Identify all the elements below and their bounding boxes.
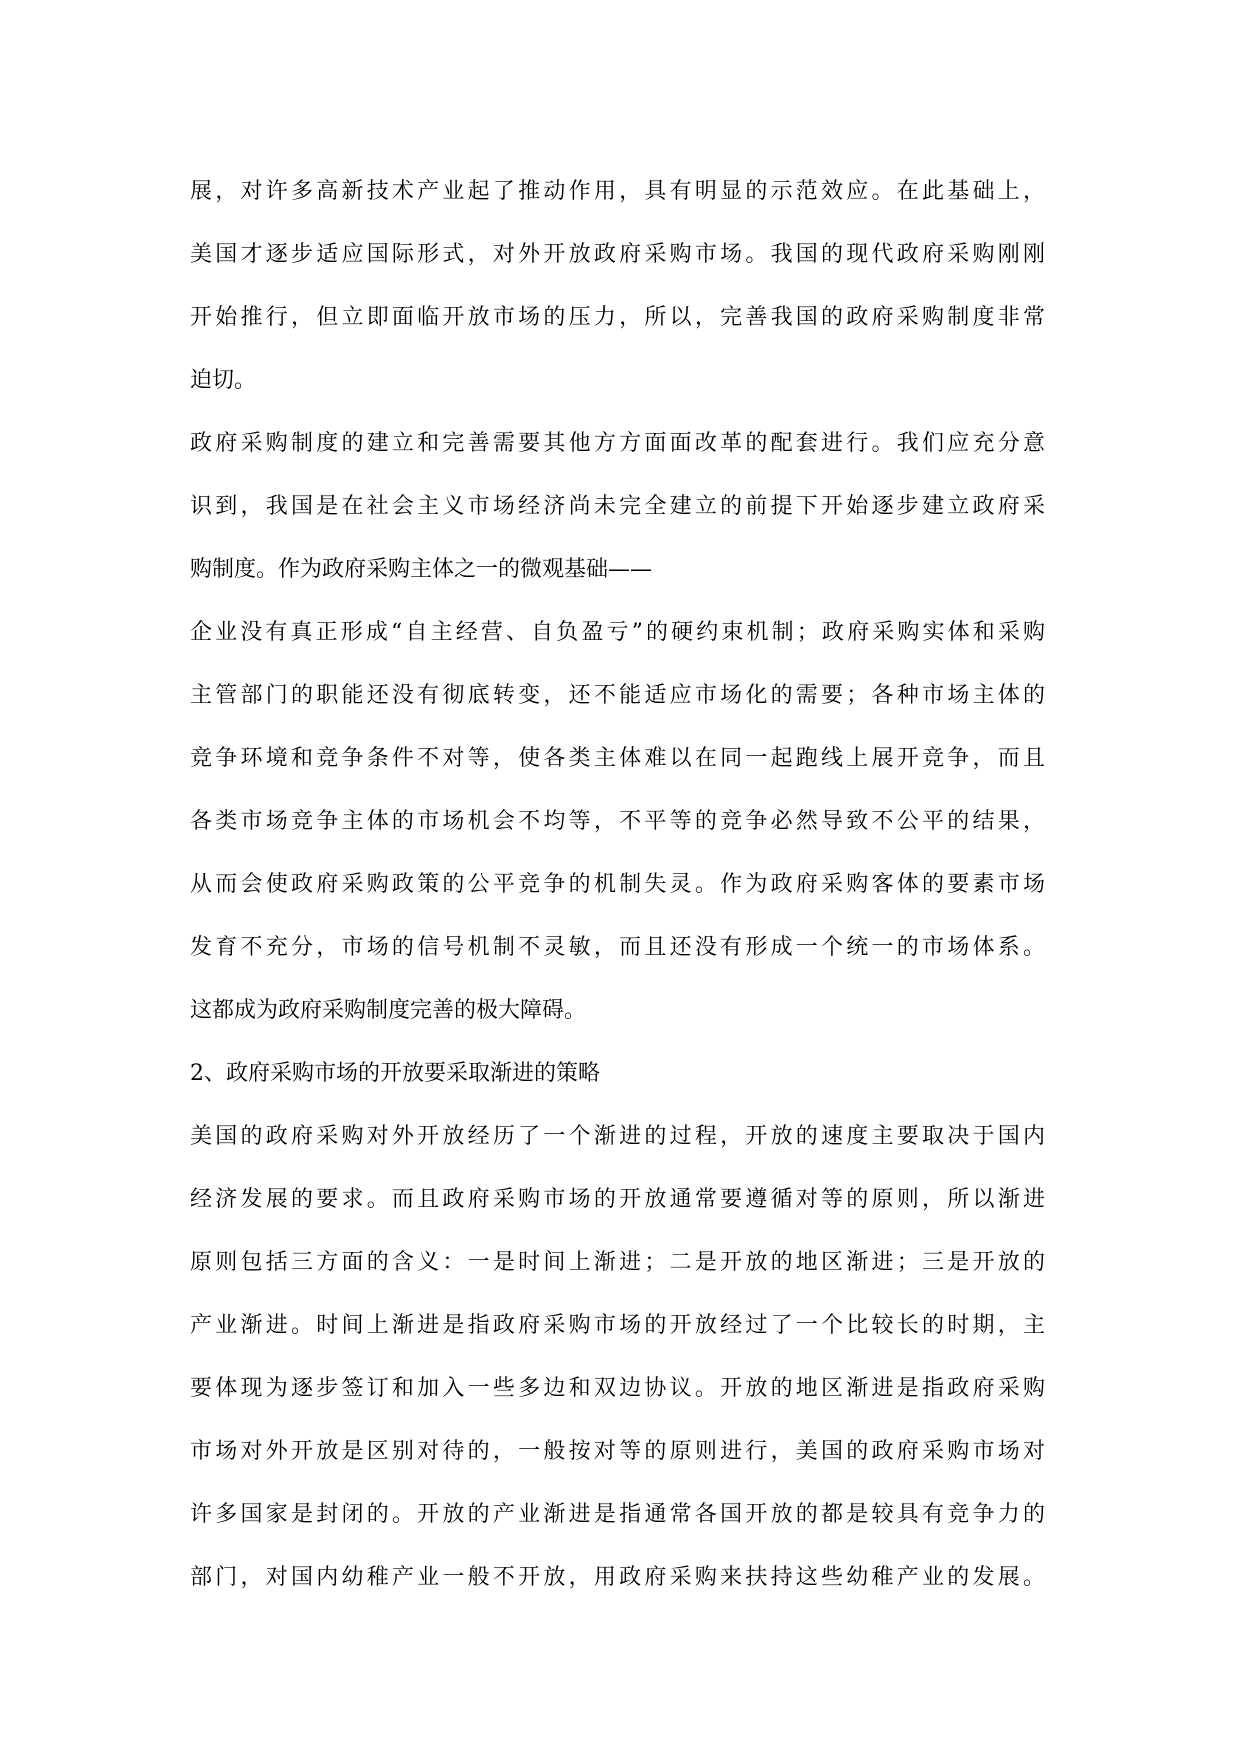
text-line-content: 部门，对国内幼稚产业一般不开放，用政府采购来扶持这些幼稚产业的发展。: [190, 1565, 1045, 1590]
text-line: [190, 1105, 1045, 1168]
text-line-content: 政府采购制度的建立和完善需要其他方方面面改革的配套进行。我们应充分意: [190, 431, 1045, 456]
text-line: [190, 412, 1045, 475]
text-line: [190, 1042, 1045, 1105]
text-line: [190, 664, 1045, 727]
text-line: [190, 286, 1045, 349]
text-line-content: 市场对外开放是区别对待的，一般按对等的原则进行，美国的政府采购市场对: [190, 1439, 1045, 1464]
text-line: [190, 601, 1045, 664]
text-line-content: 许多国家是封闭的。开放的产业渐进是指通常各国开放的都是较具有竞争力的: [190, 1502, 1045, 1527]
text-line-content: 要体现为逐步签订和加入一些多边和双边协议。开放的地区渐进是指政府采购: [190, 1376, 1045, 1401]
text-line: [190, 790, 1045, 853]
text-line-content: 企业没有真正形成“自主经营、自负盈亏”的硬约束机制；政府采购实体和采购: [190, 620, 1045, 645]
text-line-content: 竞争环境和竞争条件不对等，使各类主体难以在同一起跑线上展开竞争，而且: [190, 746, 1045, 771]
text-line-content: 识到，我国是在社会主义市场经济尚未完全建立的前提下开始逐步建立政府采: [190, 494, 1045, 519]
text-line: [190, 349, 1045, 412]
text-line: [190, 853, 1045, 916]
text-line-content: 经济发展的要求。而且政府采购市场的开放通常要遵循对等的原则，所以渐进: [190, 1187, 1045, 1212]
text-line: [190, 475, 1045, 538]
text-line: [190, 979, 1045, 1042]
text-line: [190, 1294, 1045, 1357]
text-line-content: 原则包括三方面的含义：一是时间上渐进；二是开放的地区渐进；三是开放的: [190, 1250, 1045, 1275]
text-line-content: 美国才逐步适应国际形式，对外开放政府采购市场。我国的现代政府采购刚刚: [190, 242, 1045, 267]
text-line-content: 主管部门的职能还没有彻底转变，还不能适应市场化的需要；各种市场主体的: [190, 683, 1045, 708]
document-body: [190, 160, 1045, 1609]
text-line-content: 发育不充分，市场的信号机制不灵敏，而且还没有形成一个统一的市场体系。: [190, 935, 1045, 960]
text-line-content: 开始推行，但立即面临开放市场的压力，所以，完善我国的政府采购制度非常: [190, 305, 1045, 330]
text-line: [190, 1546, 1045, 1609]
text-line: [190, 916, 1045, 979]
text-line-content: 迫切。: [190, 368, 257, 393]
text-line-content: 展，对许多高新技术产业起了推动作用，具有明显的示范效应。在此基础上，: [190, 179, 1045, 204]
text-line: [190, 1357, 1045, 1420]
text-line: [190, 1168, 1045, 1231]
text-line: [190, 538, 1045, 601]
text-line: [190, 1231, 1045, 1294]
text-line-content: 购制度。作为政府采购主体之一的微观基础——: [190, 557, 653, 582]
text-line: [190, 1483, 1045, 1546]
text-line-content: 2、政府采购市场的开放要采取渐进的策略: [190, 1061, 600, 1086]
text-line: [190, 727, 1045, 790]
text-line-content: 这都成为政府采购制度完善的极大障碍。: [190, 998, 587, 1023]
text-line-content: 从而会使政府采购政策的公平竞争的机制失灵。作为政府采购客体的要素市场: [190, 872, 1045, 897]
text-line-content: 各类市场竞争主体的市场机会不均等，不平等的竞争必然导致不公平的结果，: [190, 809, 1045, 834]
text-line: [190, 160, 1045, 223]
text-line: [190, 223, 1045, 286]
text-line-content: 美国的政府采购对外开放经历了一个渐进的过程，开放的速度主要取决于国内: [190, 1124, 1045, 1149]
text-line: [190, 1420, 1045, 1483]
text-line-content: 产业渐进。时间上渐进是指政府采购市场的开放经过了一个比较长的时期，主: [190, 1313, 1045, 1338]
